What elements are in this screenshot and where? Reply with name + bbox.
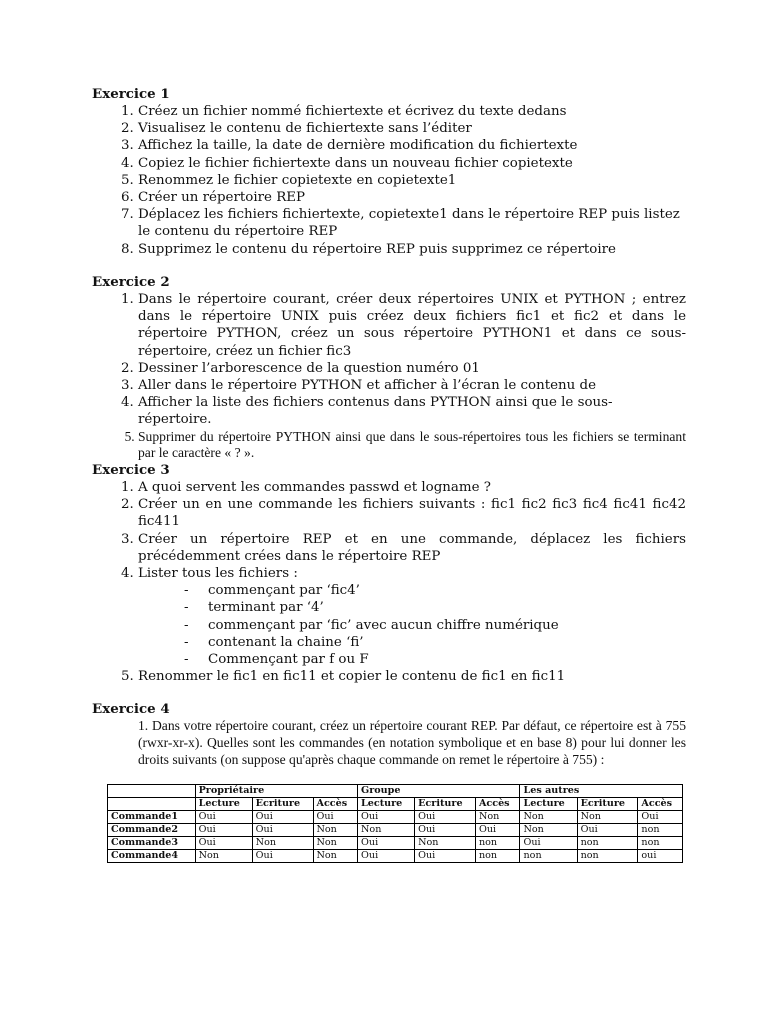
exercise-text: 1. Dans votre répertoire courant, créez un répertoire courant REP. Par défaut, ce répertoire est à 755 (rwxr-xr-x). Quelles sont les commandes (en notation symbolique et en base 8) pour lui donner les droits suivants (on suppose qu'après chaque commande on remet le répertoire à 755) :	[138, 718, 686, 767]
table-cell: Oui	[252, 811, 313, 824]
table-cell: Non	[313, 850, 358, 863]
group-header: Groupe	[358, 785, 520, 798]
table-cell: Non	[577, 811, 638, 824]
question-item: 5. Supprimer du répertoire PYTHON ainsi que dans le sous-répertoires tous les fichiers se terminant par le caractère « ? ».	[138, 429, 686, 461]
question-item: 4. Afficher la liste des fichiers contenus dans PYTHON ainsi que le sous-répertoire.	[138, 394, 686, 428]
column-header: Lecture	[358, 798, 415, 811]
column-header: Lecture	[195, 798, 252, 811]
row-label: Commande2	[108, 824, 196, 837]
column-header: Ecriture	[252, 798, 313, 811]
question-item: 2. Visualisez le contenu de fichiertexte sans l’éditer	[138, 120, 686, 137]
table-cell: Oui	[195, 837, 252, 850]
corner-cell	[108, 798, 196, 811]
table-cell: Oui	[195, 824, 252, 837]
table-cell: Oui	[252, 850, 313, 863]
question-item: 2. Créer un en une commande les fichiers suivants : fic1 fic2 fic3 fic4 fic41 fic42 fic411	[138, 496, 686, 530]
question-item: 5. Renommer le fic1 en fic11 et copier le contenu de fic1 en fic11	[138, 668, 686, 685]
exercise-4	[92, 701, 686, 768]
question-item: 1. Créez un fichier nommé fichiertexte et écrivez du texte dedans	[138, 103, 686, 120]
table-cell: Oui	[577, 824, 638, 837]
group-header: Les autres	[520, 785, 683, 798]
sub-item: - commençant par ‘fic’ avec aucun chiffre numérique	[184, 617, 686, 634]
table-cell: Oui	[358, 850, 415, 863]
corner-cell	[108, 785, 196, 798]
table-cell: Non	[475, 811, 520, 824]
exercise-title: Exercice 3	[92, 462, 170, 478]
table-cell: Non	[358, 824, 415, 837]
table-cell: Oui	[358, 811, 415, 824]
group-header: Propriétaire	[195, 785, 357, 798]
table-cell: Non	[313, 824, 358, 837]
table-cell: Oui	[475, 824, 520, 837]
question-list	[92, 479, 686, 685]
table-cell: Oui	[415, 811, 476, 824]
sub-item: - commençant par ‘fic4’	[184, 582, 686, 599]
question-item: 1. A quoi servent les commandes passwd et logname ?	[138, 479, 686, 496]
exercise-3	[92, 462, 686, 685]
permissions-table	[107, 784, 683, 863]
exercise-2	[92, 274, 686, 461]
table-cell: Non	[415, 837, 476, 850]
table-cell: non	[577, 837, 638, 850]
sub-item: - contenant la chaine ‘fi’	[184, 634, 686, 651]
question-item: 8. Supprimez le contenu du répertoire REP puis supprimez ce répertoire	[138, 241, 686, 258]
question-item: 5. Renommez le fichier copietexte en copietexte1	[138, 172, 686, 189]
table-cell: Non	[252, 837, 313, 850]
exercise-title: Exercice 1	[92, 86, 170, 102]
table-cell: non	[577, 850, 638, 863]
column-header: Lecture	[520, 798, 577, 811]
column-header: Ecriture	[415, 798, 476, 811]
question-item: 3. Créer un répertoire REP et en une commande, déplacez les fichiers précédemment crées dans le répertoire REP	[138, 531, 686, 565]
column-header: Accès	[638, 798, 683, 811]
question-item: 3. Affichez la taille, la date de dernière modification du fichiertexte	[138, 137, 686, 154]
question-list	[92, 103, 686, 258]
sub-list	[138, 582, 686, 668]
table-cell: Non	[520, 824, 577, 837]
question-item	[138, 565, 686, 668]
sub-item: - Commençant par f ou F	[184, 651, 686, 668]
table-cell: Oui	[520, 837, 577, 850]
sub-item: - terminant par ‘4’	[184, 599, 686, 616]
table-group-row	[108, 785, 683, 798]
table-row	[108, 824, 683, 837]
table-subheader-row	[108, 798, 683, 811]
table-cell: Oui	[415, 824, 476, 837]
exercise-title: Exercice 4	[92, 701, 170, 717]
table-cell: Oui	[358, 837, 415, 850]
table-cell: Non	[313, 837, 358, 850]
table-cell: Oui	[313, 811, 358, 824]
table-cell: non	[520, 850, 577, 863]
question-item: 4. Copiez le fichier fichiertexte dans un nouveau fichier copietexte	[138, 155, 686, 172]
table-cell: non	[638, 837, 683, 850]
table-cell: non	[638, 824, 683, 837]
row-label: Commande1	[108, 811, 196, 824]
exercise-1	[92, 86, 686, 258]
table-cell: Oui	[252, 824, 313, 837]
table-row	[108, 850, 683, 863]
row-label: Commande4	[108, 850, 196, 863]
question-item: 6. Créer un répertoire REP	[138, 189, 686, 206]
column-header: Ecriture	[577, 798, 638, 811]
exercise-title: Exercice 2	[92, 274, 170, 290]
table-cell: non	[475, 837, 520, 850]
table-cell: Non	[195, 850, 252, 863]
table-cell: non	[475, 850, 520, 863]
table-cell: Oui	[638, 811, 683, 824]
column-header: Accès	[475, 798, 520, 811]
table-cell: Oui	[195, 811, 252, 824]
question-item: 7. Déplacez les fichiers fichiertexte, copietexte1 dans le répertoire REP puis listez le contenu du répertoire REP	[138, 206, 686, 240]
question-item: 3. Aller dans le répertoire PYTHON et afficher à l’écran le contenu de	[138, 377, 686, 394]
table-cell: oui	[638, 850, 683, 863]
table-cell: Oui	[415, 850, 476, 863]
question-text: Lister tous les fichiers :	[138, 566, 298, 582]
table-row	[108, 837, 683, 850]
table-row	[108, 811, 683, 824]
row-label: Commande3	[108, 837, 196, 850]
table-cell: Non	[520, 811, 577, 824]
question-item: 1. Dans le répertoire courant, créer deux répertoires UNIX et PYTHON ; entrez dans le répertoire UNIX puis créez deux fichiers fic1 et fic2 et dans le répertoire PYTHON, créez un sous répertoire PYTHON1 et dans ce sous-répertoire, créez un fichier fic3	[138, 291, 686, 360]
question-item: 2. Dessiner l’arborescence de la question numéro 01	[138, 360, 686, 377]
question-list	[92, 291, 686, 461]
column-header: Accès	[313, 798, 358, 811]
